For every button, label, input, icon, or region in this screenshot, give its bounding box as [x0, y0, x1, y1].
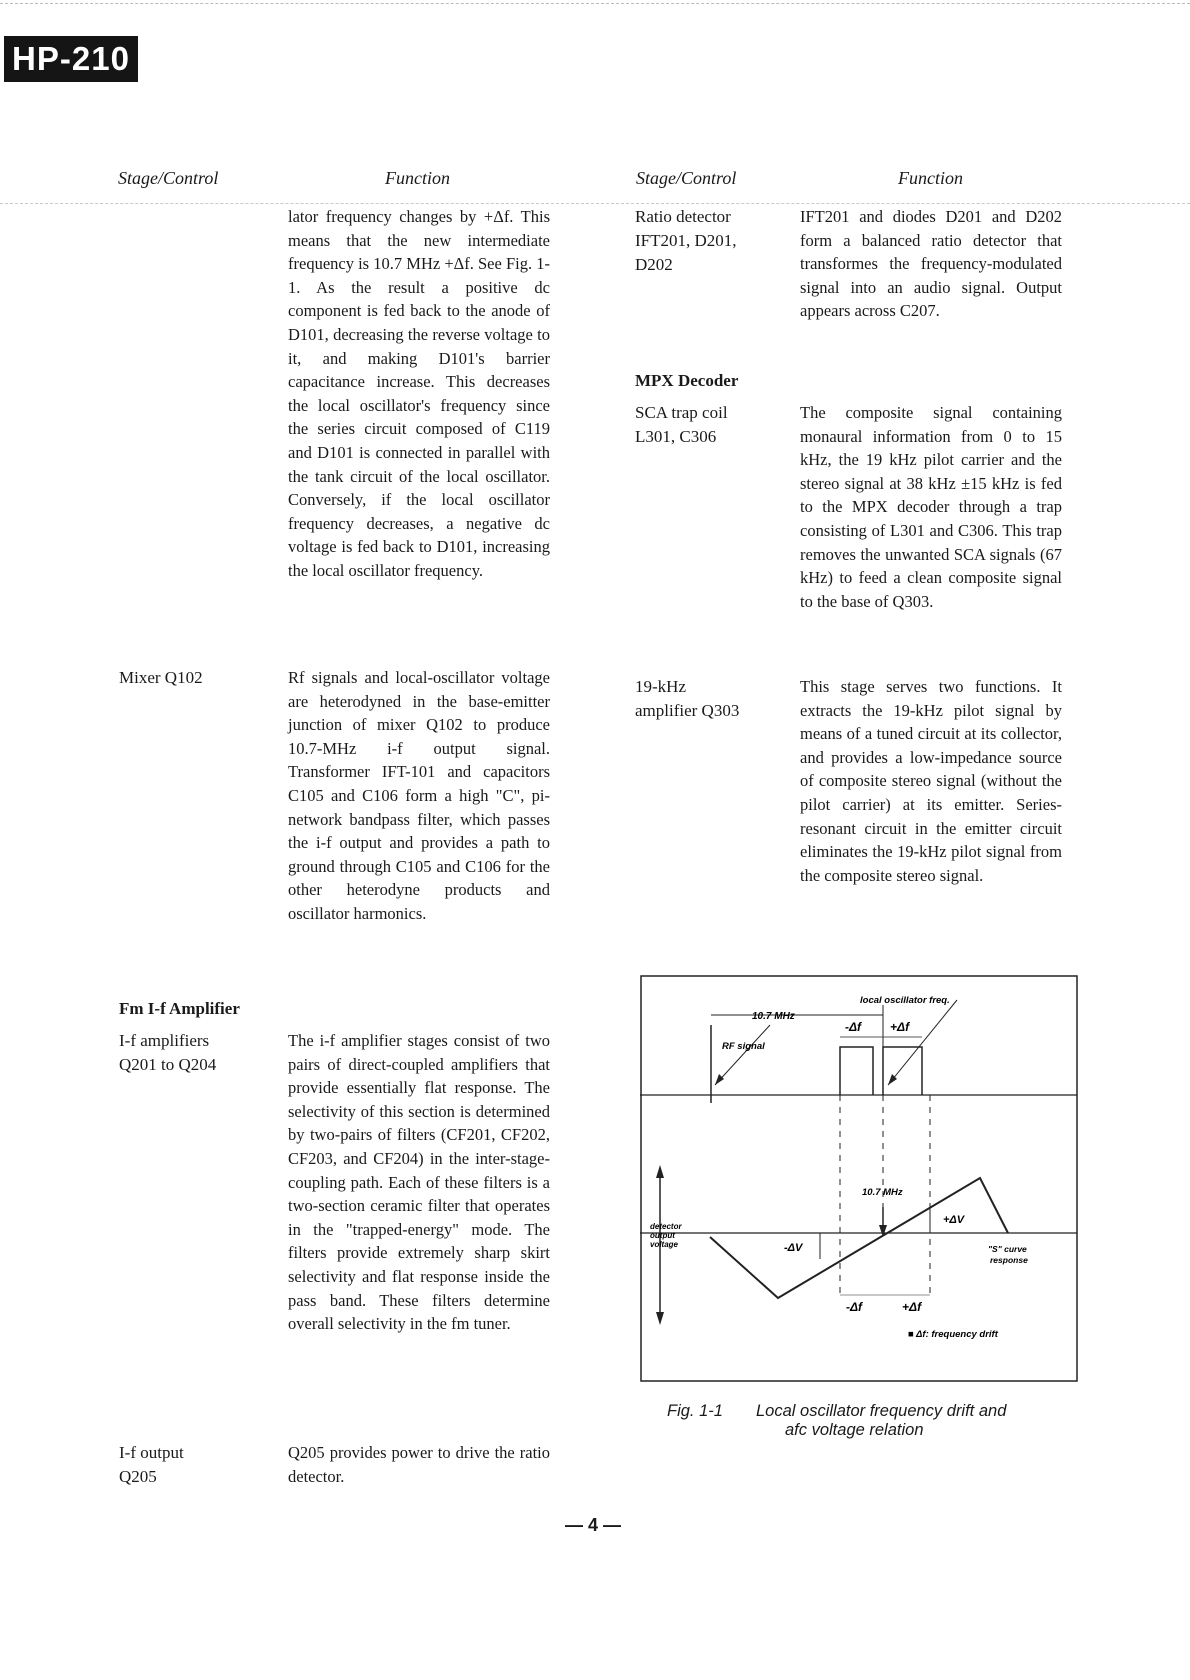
- axis-arrow-down: [656, 1312, 664, 1325]
- label-107mhz-mid: 10.7 MHz: [862, 1187, 903, 1198]
- rf-signal-pointer: [715, 1025, 770, 1085]
- fig-1-1-diagram: [640, 975, 1080, 1385]
- label-detector: detector: [650, 1222, 682, 1231]
- left-function-header: Function: [385, 168, 450, 188]
- label-plus-df-bottom: +Δf: [902, 1300, 922, 1314]
- rf-signal-arrowhead: [715, 1074, 724, 1085]
- s-curve-response: [710, 1178, 1008, 1298]
- left-stage-header: Stage/Control: [118, 168, 219, 188]
- label-minus-df-bottom: -Δf: [846, 1300, 863, 1314]
- lower-shift-box: [840, 1047, 873, 1095]
- label-response: response: [990, 1255, 1028, 1265]
- mixer-stage: Mixer Q102: [119, 668, 203, 687]
- header-rule: [0, 203, 1190, 204]
- label-frequency-drift: ■ Δf: frequency drift: [908, 1329, 998, 1340]
- label-output: output: [650, 1231, 675, 1240]
- page-number: — 4 —: [565, 1515, 622, 1535]
- label-s-curve: "S" curve: [988, 1244, 1027, 1254]
- model-logo: HP-210: [4, 36, 138, 82]
- label-107mhz-top: 10.7 MHz: [752, 1011, 795, 1022]
- label-minus-dv: -ΔV: [784, 1242, 803, 1254]
- mpx-decoder-heading: MPX Decoder: [635, 371, 739, 390]
- label-plus-df-top: +Δf: [890, 1020, 910, 1034]
- ratio-detector-function: IFT201 and diodes D201 and D202 form a balanced ratio detector that transformes the frequency-modulated signal into an audio signal. Output appears across C207.: [800, 207, 1062, 321]
- sca-trap-stage: SCA trap coil L301, C306: [635, 403, 728, 446]
- figure-caption-line1: Local oscillator frequency drift and: [756, 1402, 1007, 1420]
- label-voltage: voltage: [650, 1240, 679, 1249]
- right-stage-header: Stage/Control: [636, 168, 737, 188]
- if-amplifiers-stage: I-f amplifiers Q201 to Q204: [119, 1031, 217, 1074]
- right-function-header: Function: [898, 168, 963, 188]
- center-freq-arrow: [879, 1225, 887, 1237]
- sca-trap-function: The composite signal containing monaural information from 0 to 15 kHz, the 19 kHz pilot carrier and the stereo signal at 38 kHz ±15 kHz is fed to the MPX decoder through a trap consisting of L301 and C306. This trap removes the unwanted SCA signals (67 kHz) to feed a clean composite signal to the base of Q303.: [800, 403, 1062, 611]
- if-amplifiers-function: The i-f amplifier stages consist of two pairs of direct-coupled amplifiers that provide essentially flat response. The selectivity of this section is determined by two-pairs of filters (CF201, CF202, CF203, and CF204) in the inter-stage-coupling path. Each of these filters is a two-section ceramic filter that operates in the "trapped-energy" mode. The filters provide extremely sharp skirt selectivity and flat response inside the pass band. These filters determine overall selectivity in the fm tuner.: [288, 1031, 550, 1334]
- figure-caption-line2: afc voltage relation: [785, 1421, 924, 1439]
- 19khz-amplifier-stage: 19-kHz amplifier Q303: [635, 677, 740, 720]
- label-rf-signal: RF signal: [722, 1041, 765, 1052]
- fm-if-amplifier-heading: Fm I-f Amplifier: [119, 999, 240, 1018]
- ratio-detector-stage: Ratio detector IFT201, D201, D202: [635, 207, 737, 274]
- continued-function-text: lator frequency changes by +Δf. This means that the new intermediate frequency is 10.7 MHz +Δf. See Fig. 1-1. As the result a positive dc component is fed back to the anode of D101, decreasing the reverse voltage to it, and making D101's barrier capacitance increase. This decreases the local oscillator's frequency since the series circuit composed of C119 and D101 is connected in parallel with the tank circuit of the local oscillator. Conversely, if the local oscillator frequency decreases, a negative dc voltage is fed back to D101, increasing the local oscillator frequency.: [288, 207, 550, 580]
- axis-arrow-up: [656, 1165, 664, 1178]
- top-dashed-rule: [0, 3, 1190, 4]
- label-plus-dv: +ΔV: [943, 1214, 965, 1226]
- 19khz-amplifier-function: This stage serves two functions. It extracts the 19-kHz pilot signal by means of a tuned circuit at its collector, and provides a low-impedance source of composite stereo signal (without the pilot carrier) at its emitter. Series-resonant circuit in the emitter circuit eliminates the 19-kHz pilot signal from the composite stereo signal.: [800, 677, 1062, 885]
- label-local-osc: local oscillator freq.: [860, 995, 950, 1006]
- mixer-function: Rf signals and local-oscillator voltage are heterodyned in the base-emitter junction of mixer Q102 to produce 10.7-MHz i-f output signal. Transformer IFT-101 and capacitors C105 and C106 form a high "C", pi-network bandpass filter, which passes the i-f output and provides a path to ground through C105 and C106 for the other heterodyne products and oscillator harmonics.: [288, 668, 550, 923]
- if-output-stage: I-f output Q205: [119, 1443, 184, 1486]
- if-output-function: Q205 provides power to drive the ratio detector.: [288, 1443, 550, 1486]
- upper-shift-box: [883, 1047, 922, 1095]
- figure-number: Fig. 1-1: [667, 1402, 723, 1420]
- label-minus-df-top: -Δf: [845, 1020, 862, 1034]
